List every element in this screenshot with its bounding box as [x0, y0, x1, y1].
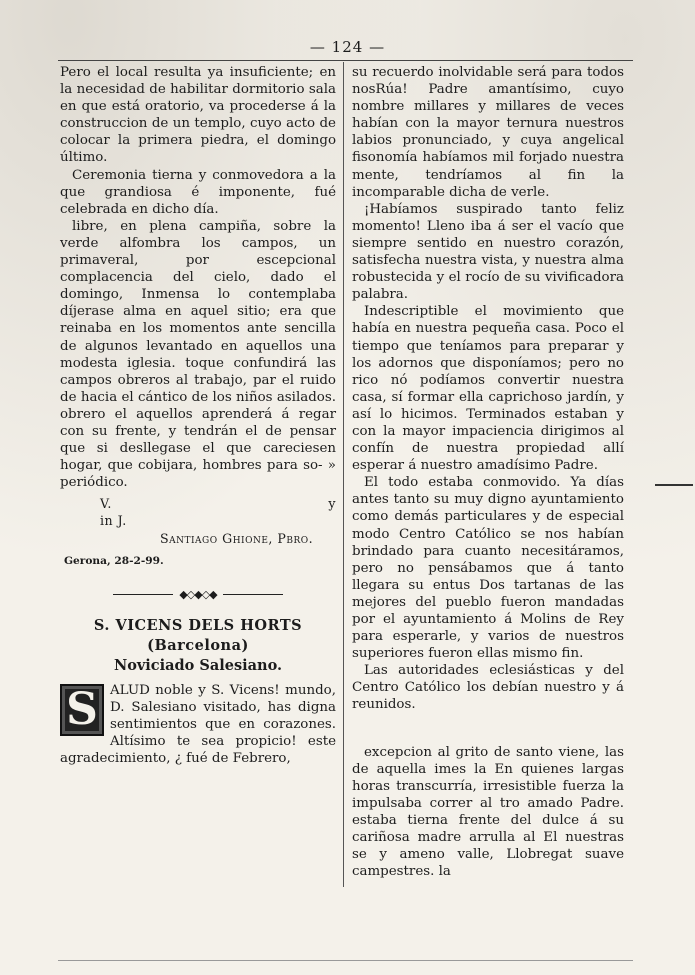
left-column	[60, 64, 336, 767]
footer-rule	[58, 960, 633, 961]
header-rule	[58, 60, 633, 61]
left-paragraph-1: Pero el local resulta ya insuficiente; en la necesidad de habilitar dormitorio sala en que está oratorio, va procederse á la construccion de un templo, cuyo acto de colocar la primera piedra, el domingo último.	[60, 65, 336, 166]
signature-name: Santiago Ghione, Pbro.	[160, 530, 314, 546]
section-title: S. VICENS DELS HORTS (Barcelona)	[93, 616, 303, 654]
signature-block	[60, 495, 336, 546]
column-divider	[343, 62, 344, 887]
signature-in: in J.	[100, 513, 127, 529]
left-paragraph-3: libre, en plena campiña, sobre la verde alfombra los campos, un primaveral, por escepcional complacencia del cielo, dado el domingo, Inmensa lo contemplaba díjerase alma en aquel sitio; era que reinaba en los momentos ante sencilla de algunos levantado en aquellos una modesta iglesia. toque confundirá las campos obreros al trabajo, par el ruido de hacia el cántico de los niños asilados. obrero el aquellos aprenderá á regar con su frente, y tendrán el de pensar que si desllegase el que careciesen hogar, que cobijara, hombres para so- » periódico.	[60, 218, 336, 491]
right-paragraph-4: El todo estaba conmovido. Ya días antes tanto su muy digno ayuntamiento como demás particulares y de especial modo Centro Católico se nos habían brindado para cuanto necesitáramos, pero no pensábamos que á tanto llegara su entus Dos tartanas de las mejores del pueblo fueron mandadas por el ayuntamiento á Molins de Rey para esperarle, y varios de nuestros superiores fueron ellas mismo fin.	[352, 475, 624, 662]
signature-initials: V.	[100, 496, 112, 512]
ornament-line-left	[113, 594, 173, 595]
dateline: Gerona, 28-2-99.	[64, 554, 164, 567]
right-paragraph-2: ¡Habíamos suspirado tanto feliz momento! Lleno iba á ser el vacío que siempre sentido en nuestro corazón, satisfecha nuestra vista, y nuestra alma robustecida y el rocío de su vivificadora palabra.	[352, 201, 624, 303]
ornament-flourish-icon: ◆◇◆◇◆	[179, 587, 217, 601]
ornament-line-right	[223, 594, 283, 595]
left-paragraph-2: Ceremonia tierna y conmovedora a la que grandiosa é imponente, fué celebrada en dicho día.	[60, 167, 336, 217]
section-subtitle: Noviciado Salesiano.	[113, 656, 283, 674]
right-column	[352, 64, 624, 880]
right-paragraph-3: Indescriptible el movimiento que había en nuestra pequeña casa. Poco el tiempo que teníamos para preparar y los adornos que disponíamos; pero no rico nó podíamos convertir nuestra casa, sí formar ella caprichoso jardín, y así lo hicimos. Terminados estaban y con la mayor impaciencia dirigimos al confín de nuestra propiedad allí esperar á nuestro amadísimo Padre.	[352, 304, 624, 474]
right-paragraph-1: su recuerdo inolvidable será para todos nosRúa! Padre amantísimo, cuyo nombre millares y millares de veces habían con la mayor ternura nuestros labios pronunciado, y cuya angelical fisonomía habíamos mil forjado nuestra mente, tendríamos al fin la incomparable dicha de verle.	[352, 65, 624, 200]
section-ornament	[113, 588, 283, 602]
margin-mark	[655, 484, 693, 486]
page-number: — 124 —	[309, 38, 386, 56]
section-opening	[60, 682, 336, 767]
signature-extra: y	[328, 496, 336, 512]
right-paragraph-6: excepcion al grito de santo viene, las de aquella imes la En quienes largas horas transcurría, irresistible fuerza la impulsaba correr al tro amado Padre. estaba tierna frente del dulce á su cariñosa madre arrulla al El nuestras se y ameno valle, Llobregat suave campestres. la	[352, 744, 624, 880]
right-paragraph-5: Las autoridades eclesiásticas y del Centro Católico los debían nuestro y á reunidos.	[352, 663, 624, 713]
section-paragraph: ALUD noble y S. Vicens! mundo, D. Salesiano visitado, has digna sentimientos que en corazones. Altísimo te sea propicio! este agradecimiento, ¿ fué de Febrero,	[60, 682, 336, 767]
dropcap-letter: S	[60, 684, 104, 736]
